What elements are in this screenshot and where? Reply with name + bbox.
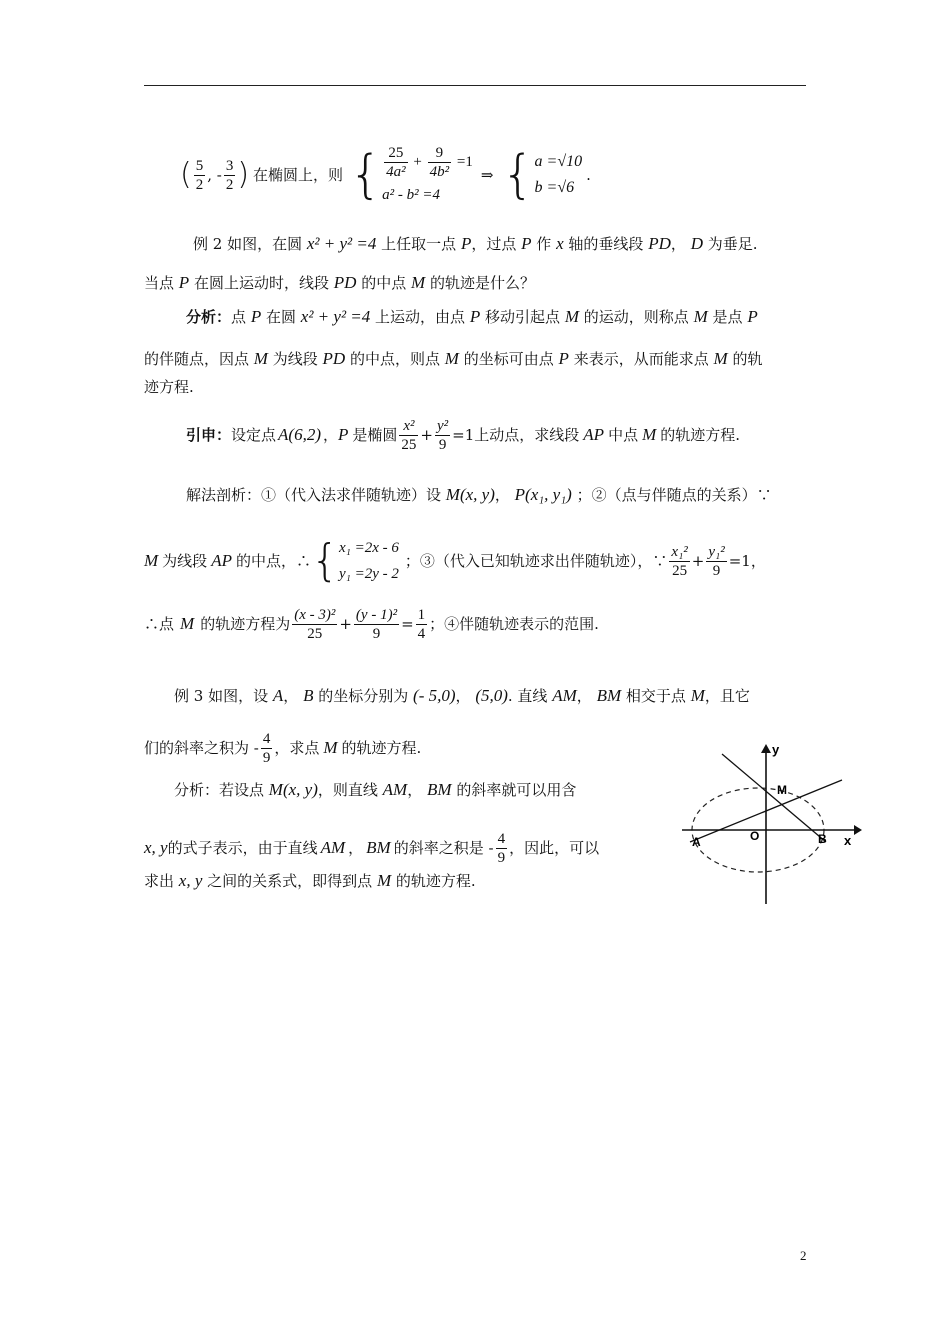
ellipse-condition-line: ( $\frac{5}{2}$ , - $\frac{3}{2}$ ) 在椭圆上，则 { $\frac{25}{\text{4a²}}$ + $\frac{9}{\text{4b²}}$ =1 a² - b² =4 ⇒ { a =√10 b =√6 . (180, 140, 591, 210)
analysis-1-line-3: 迹方程. (144, 378, 194, 396)
label-b: B (818, 832, 827, 846)
analysis-1-line-1: 分析：点 P 在圆 x² + y² =4 上运动，由点 P 移动引起点 M 的运动，则称点 M 是点 P (186, 307, 758, 326)
example-3-line-2: 们的斜率之积为 - $\frac{4}{9}$ ，求点 M 的轨迹方程. (144, 730, 422, 766)
header-rule (144, 85, 806, 86)
example-2-line-1: 例 2 如图，在圆 x² + y² =4 上任取一点 P，过点 P 作 x 轴的垂线段 PD， D 为垂足. (193, 234, 758, 253)
solution-system: a =√10 b =√6 (534, 153, 583, 196)
page-number: 2 (800, 1248, 807, 1263)
analysis-2-line-1: 分析：若设点 M(x, y)，则直线 AM， BM 的斜率就可以用含 (174, 780, 577, 799)
substitution-system: x₁ =2x - 6 y₁ =2y - 2 (338, 540, 399, 582)
method-line-3: ∴点 M 的轨迹方程为 $\frac{\text{(x - 3)²}}{25}$ + $\frac{\text{(y - 1)²}}{9}$ = $\frac{1}{4}$ ；④伴随轨迹表示的范围. (144, 606, 599, 642)
line-bm (722, 754, 826, 842)
label-m: M (777, 783, 787, 797)
example-2-line-2: 当点 P 在圆上运动时，线段 PD 的中点 M 的轨迹是什么？ (144, 273, 535, 292)
label-o: O (750, 829, 760, 843)
analysis-1-line-2: 的伴随点，因点 M 为线段 PD 的中点，则点 M 的坐标可由点 P 来表示，从而能求点 M 的轨 (144, 349, 763, 368)
analysis-2-line-2: x, y 的式子表示，由于直线 AM ， BM 的斜率之积是 - $\frac{4}{9}$ ，因此，可以 (144, 830, 600, 866)
method-line-2: M 为线段 AP 的中点，∴ { x₁ =2x - 6 y₁ =2y - 2 ；③（代入已知轨迹求出伴随轨迹），∵ $\frac{\text{x₁²}}{25}$ + $\frac{\text{y₁²}}{9}$ =1 ， (144, 535, 766, 586)
label-a: A (692, 835, 701, 849)
fraction: $\frac{5}{2}$ (195, 157, 204, 193)
method-line-1: 解法剖析：①（代入法求伴随轨迹）设 M(x, y)， P(x₁, y₁) ；②（点与伴随点的关系）∵ (186, 485, 772, 504)
example-3-line-1: 例 3 如图，设 A， B 的坐标分别为 (- 5,0)， (5,0). 直线 AM， BM 相交于点 M，且它 (174, 686, 750, 705)
fraction: $\frac{3}{2}$ (225, 157, 234, 193)
x-arrow-icon (854, 825, 862, 835)
label-x: x (844, 833, 852, 848)
y-arrow-icon (761, 744, 771, 753)
analysis-2-line-3: 求出 x, y 之间的关系式，即得到点 M 的轨迹方程. (144, 871, 476, 890)
label-y: y (772, 742, 780, 757)
equation-system: $\frac{25}{\text{4a²}}$ + $\frac{9}{\text{4b²}}$ =1 a² - b² =4 (382, 145, 473, 203)
ellipse-figure (676, 738, 880, 904)
extension-line: 引申： 设定点 A(6,2) ， P 是椭圆 $\frac{\text{x²}}{25}$ + $\frac{\text{y²}}{9}$ =1 上动点，求线段 AP 中点 M 的轨迹方程. (186, 417, 741, 453)
